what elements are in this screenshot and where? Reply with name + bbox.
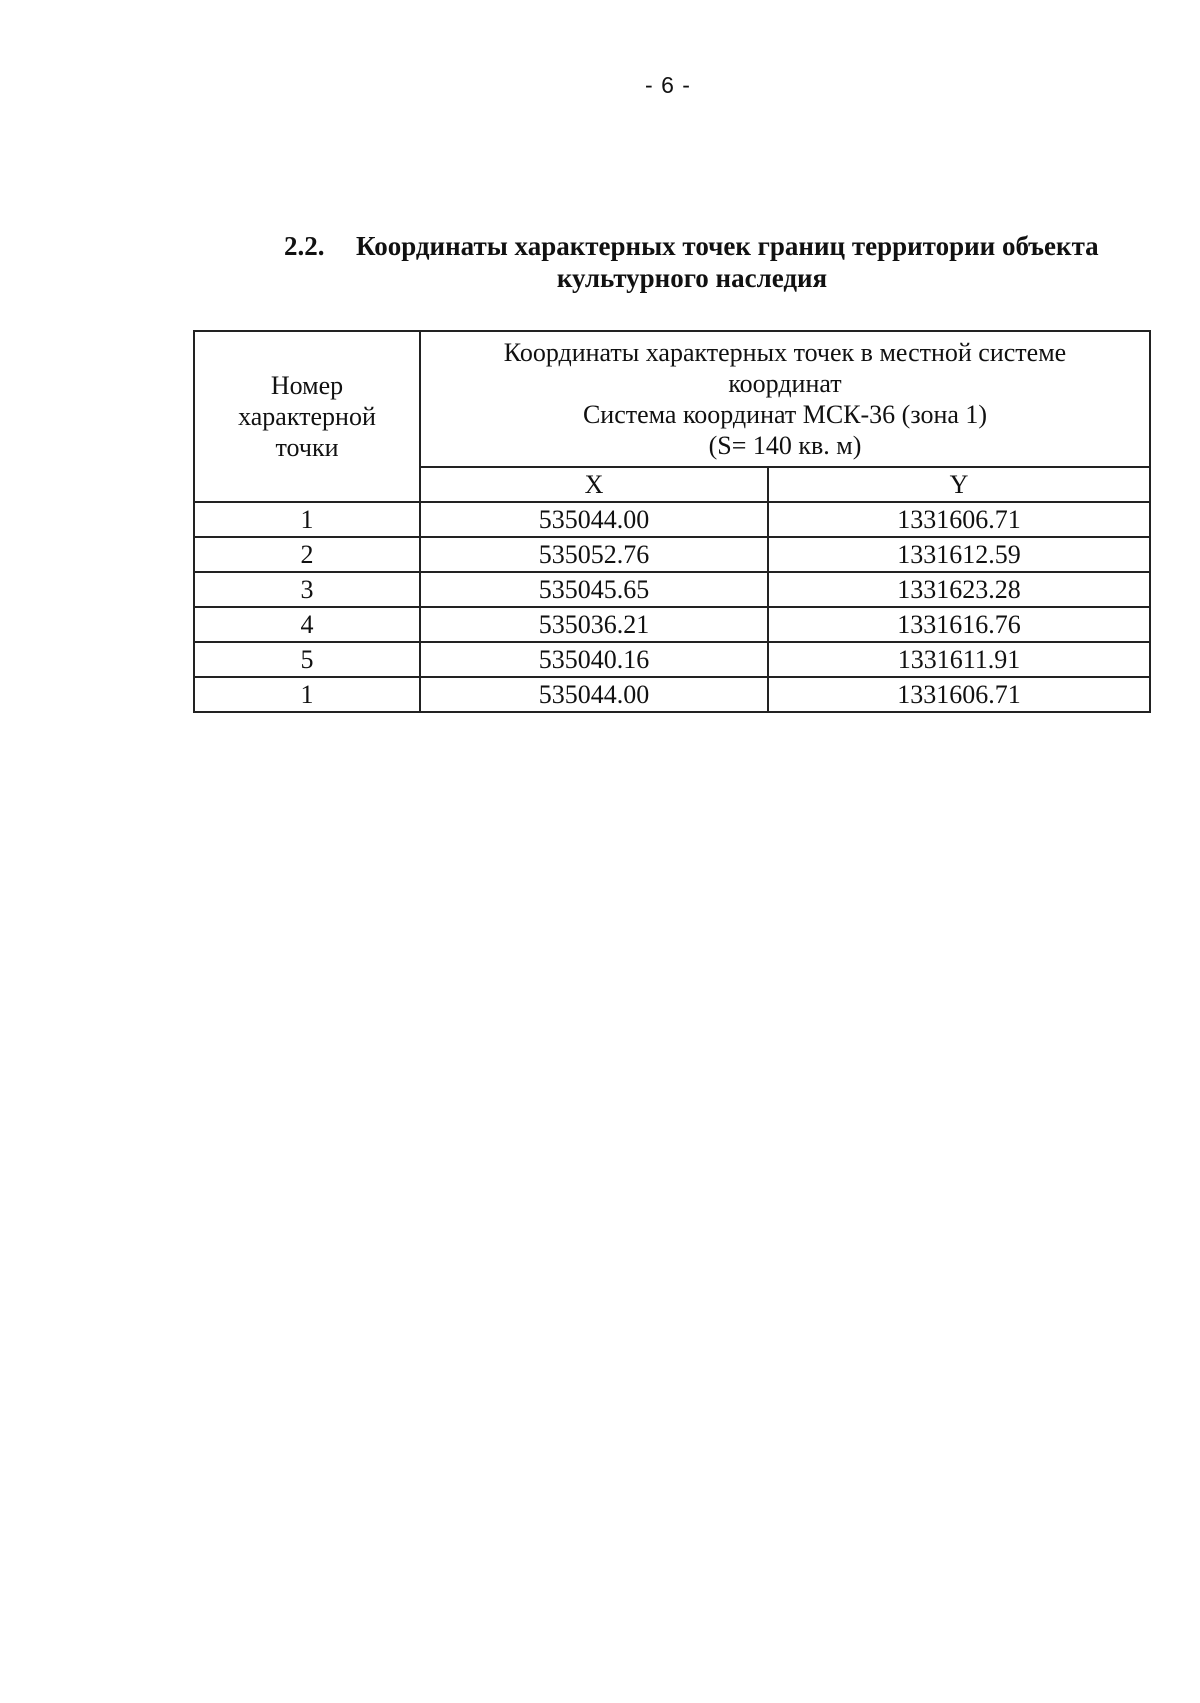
cell-y: 1331623.28 [768, 572, 1150, 607]
header-coordinates-line: Координаты характерных точек в местной системе [503, 338, 1067, 367]
cell-y: 1331611.91 [768, 642, 1150, 677]
header-x: X [420, 467, 768, 502]
section-title-line1: Координаты характерных точек границ территории объекта [356, 231, 1099, 261]
coordinates-table [193, 330, 1151, 713]
table-row [194, 677, 1150, 712]
cell-point: 3 [194, 572, 420, 607]
cell-y: 1331606.71 [768, 677, 1150, 712]
header-coordinates-line: (S= 140 кв. м) [708, 431, 862, 460]
header-coordinates-line: Система координат МСК-36 (зона 1) [582, 400, 988, 429]
cell-point: 2 [194, 537, 420, 572]
header-coordinates-line: координат [728, 369, 842, 398]
table-row [194, 537, 1150, 572]
cell-point: 1 [194, 677, 420, 712]
header-point-line: точки [275, 433, 339, 462]
cell-x: 535036.21 [420, 607, 768, 642]
cell-x: 535044.00 [420, 502, 768, 537]
page-number: - 6 - [645, 72, 691, 98]
cell-y: 1331612.59 [768, 537, 1150, 572]
cell-x: 535052.76 [420, 537, 768, 572]
header-point-line: Номер [270, 371, 344, 400]
section-number: 2.2. [284, 231, 325, 261]
table-row [194, 642, 1150, 677]
cell-x: 535040.16 [420, 642, 768, 677]
cell-y: 1331606.71 [768, 502, 1150, 537]
header-coordinates [420, 331, 1150, 467]
cell-point: 4 [194, 607, 420, 642]
table-row [194, 572, 1150, 607]
cell-y: 1331616.76 [768, 607, 1150, 642]
table-row [194, 607, 1150, 642]
section-title-line2: культурного наследия [556, 263, 828, 293]
section-heading [284, 230, 1164, 294]
cell-x: 535044.00 [420, 677, 768, 712]
cell-point: 1 [194, 502, 420, 537]
cell-point: 5 [194, 642, 420, 677]
cell-x: 535045.65 [420, 572, 768, 607]
header-point-line: характерной [238, 402, 376, 431]
header-y: Y [768, 467, 1150, 502]
header-point-number [194, 331, 420, 502]
table-row [194, 502, 1150, 537]
